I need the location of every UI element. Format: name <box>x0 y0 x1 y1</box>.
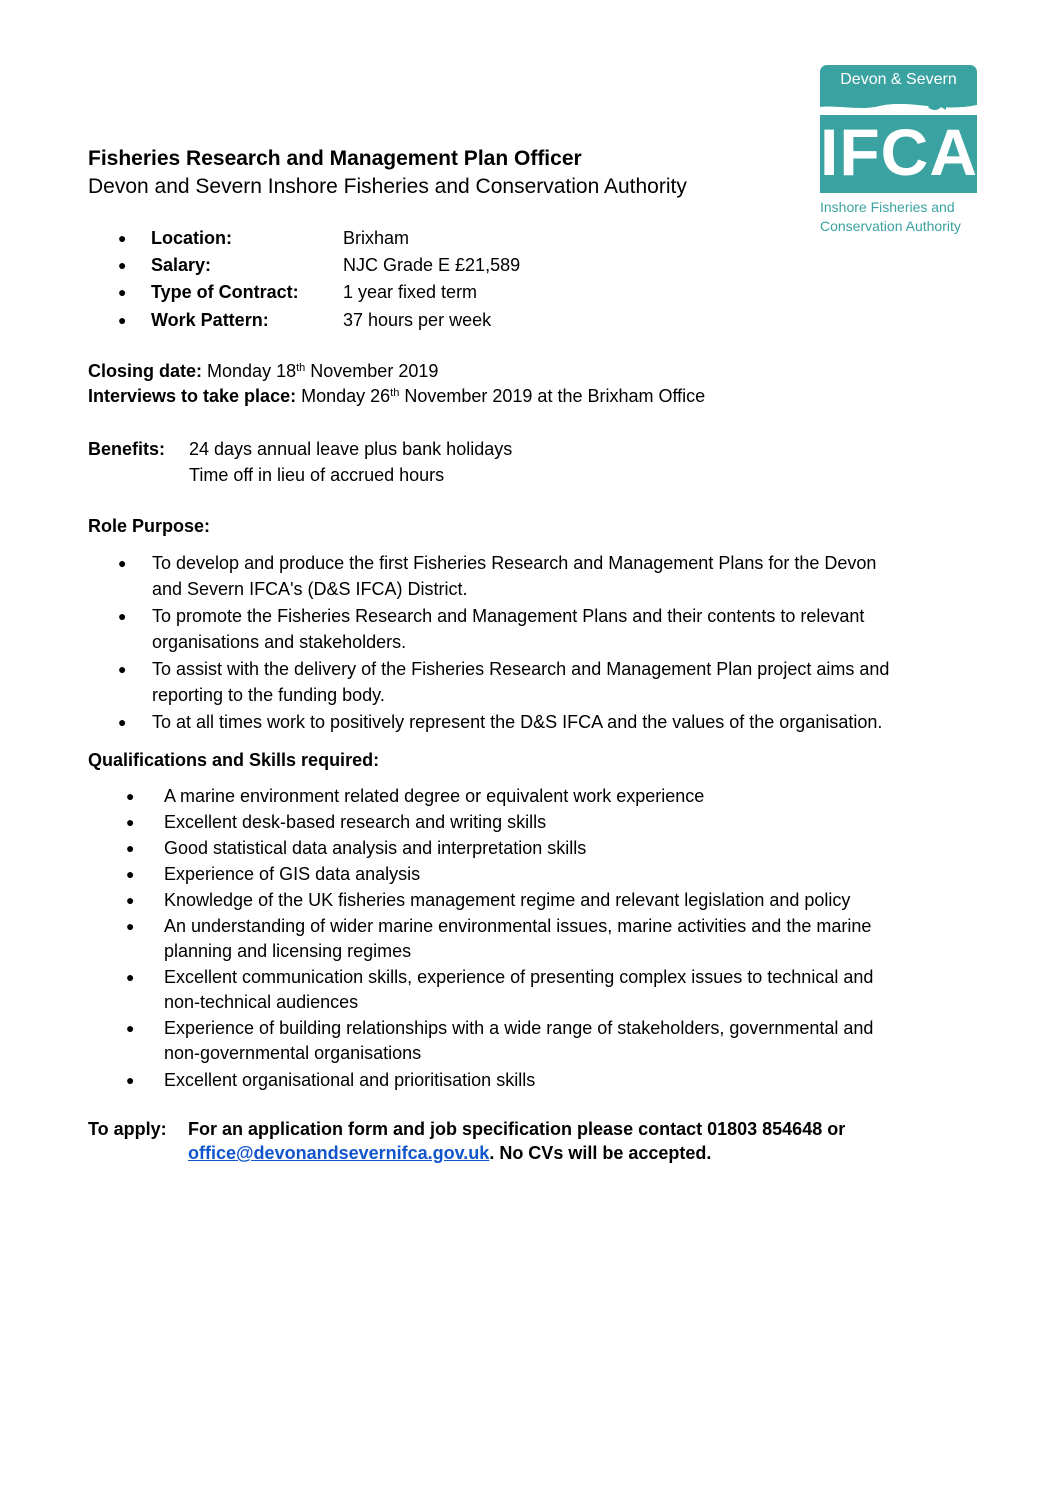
bullet-icon: ● <box>126 788 135 804</box>
detail-row <box>0 282 700 306</box>
list-item-line: To promote the Fisheries Research and Management Plans and their contents to relevant <box>152 606 865 626</box>
list-item-line: Experience of GIS data analysis <box>164 864 421 884</box>
list-item-line: Excellent communication skills, experience of presenting complex issues to technical and <box>164 967 874 987</box>
logo-sub-line: Conservation Authority <box>820 218 961 234</box>
list-item-line: Knowledge of the UK fisheries management regime and relevant legislation and policy <box>164 890 851 910</box>
bullet-icon: ● <box>118 257 127 273</box>
bullet-icon: ● <box>126 892 135 908</box>
role-purpose-heading: Role Purpose: <box>88 516 211 536</box>
list-item-line: To at all times work to positively represent the D&S IFCA and the values of the organisation. <box>152 712 883 732</box>
detail-label: Type of Contract: <box>151 282 299 302</box>
bullet-icon: ● <box>118 661 127 677</box>
bullet-icon: ● <box>126 840 135 856</box>
list-item-line: non-technical audiences <box>164 992 359 1012</box>
list-item-line: organisations and stakeholders. <box>152 632 407 652</box>
bullet-icon: ● <box>118 284 127 300</box>
page-subtitle: Devon and Severn Inshore Fisheries and Conservation Authority <box>88 175 687 198</box>
interviews-label: Interviews to take place: <box>88 386 297 406</box>
bullet-icon: ● <box>126 918 135 934</box>
list-item-line: A marine environment related degree or equivalent work experience <box>164 786 705 806</box>
closing-date <box>88 361 438 382</box>
list-item-line: Excellent desk-based research and writing skills <box>164 812 547 832</box>
detail-value: Brixham <box>343 228 410 248</box>
detail-label: Salary: <box>151 255 212 275</box>
list-item-line: Excellent organisational and prioritisation skills <box>164 1070 536 1090</box>
apply-label: To apply: <box>88 1119 167 1139</box>
apply-text: For an application form and job specification please contact 01803 854648 or <box>188 1119 846 1139</box>
detail-value: 1 year fixed term <box>343 282 478 302</box>
ifca-logo <box>820 65 980 240</box>
detail-value: NJC Grade E £21,589 <box>343 255 521 275</box>
detail-label: Work Pattern: <box>151 310 269 330</box>
logo-top-text: Devon & Severn <box>840 71 957 88</box>
qualifications-heading: Qualifications and Skills required: <box>88 750 380 770</box>
bullet-icon: ● <box>118 312 127 328</box>
bullet-icon: ● <box>118 714 127 730</box>
bullet-icon: ● <box>126 1072 135 1088</box>
detail-value: 37 hours per week <box>343 310 492 330</box>
benefits-line: 24 days annual leave plus bank holidays <box>189 439 513 459</box>
detail-row <box>0 310 700 334</box>
bullet-icon: ● <box>126 814 135 830</box>
interviews-value: Monday 26th November 2019 at the Brixham Office <box>301 386 706 406</box>
apply-tail: . No CVs will be accepted. <box>489 1143 712 1163</box>
bullet-icon: ● <box>126 866 135 882</box>
list-item-line: To assist with the delivery of the Fisheries Research and Management Plan project aims and <box>152 659 890 679</box>
list-item-line: non-governmental organisations <box>164 1043 422 1063</box>
list-item-line: Experience of building relationships with a wide range of stakeholders, governmental and <box>164 1018 874 1038</box>
page-title: Fisheries Research and Management Plan Officer <box>88 147 582 170</box>
bullet-icon: ● <box>118 230 127 246</box>
benefits-line: Time off in lieu of accrued hours <box>189 465 445 485</box>
bullet-icon: ● <box>118 555 127 571</box>
bullet-icon: ● <box>118 608 127 624</box>
list-item-line: and Severn IFCA's (D&S IFCA) District. <box>152 579 468 599</box>
apply-line-2 <box>188 1143 711 1164</box>
list-item-line: Good statistical data analysis and interpretation skills <box>164 838 587 858</box>
bullet-icon: ● <box>126 1020 135 1036</box>
list-item-line: planning and licensing regimes <box>164 941 412 961</box>
detail-row <box>0 255 700 279</box>
detail-row <box>0 228 700 252</box>
list-item-line: reporting to the funding body. <box>152 685 385 705</box>
closing-value: Monday 18th November 2019 <box>207 361 439 381</box>
detail-label: Location: <box>151 228 232 248</box>
logo-sub-text <box>820 198 961 236</box>
logo-sub-line: Inshore Fisheries and <box>820 199 955 215</box>
list-item-line: To develop and produce the first Fisheries Research and Management Plans for the Devon <box>152 553 877 573</box>
list-item-line: An understanding of wider marine environmental issues, marine activities and the marine <box>164 916 872 936</box>
interview-date <box>88 386 705 407</box>
logo-main-text: IFCA <box>820 115 978 189</box>
benefits-label: Benefits: <box>88 439 166 459</box>
closing-label: Closing date: <box>88 361 203 381</box>
bullet-icon: ● <box>126 969 135 985</box>
email-link[interactable]: office@devonandsevernifca.gov.uk <box>188 1143 490 1163</box>
